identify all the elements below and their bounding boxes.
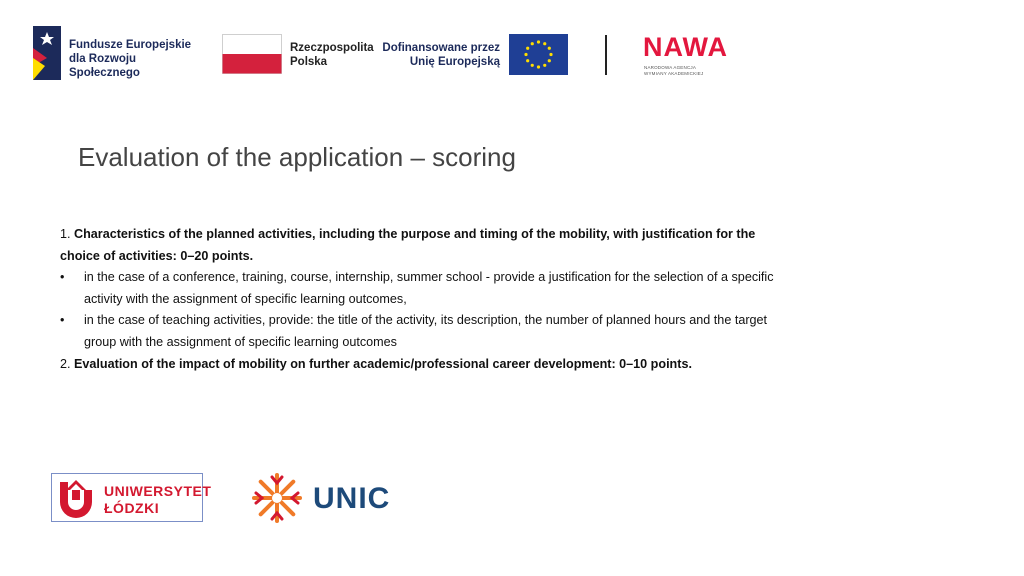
item-1-number: 1. [60, 227, 71, 241]
bullet-symbol: • [60, 270, 65, 285]
fe-logo [33, 26, 208, 80]
bullet-text: in the case of teaching activities, provide: the title of the activity, its description, the number of planned hours and the target group with the assignment of specific learning outcomes [84, 313, 768, 349]
nawa-logo [643, 32, 743, 78]
rp-line2: Polska [290, 56, 328, 68]
ul-logo [51, 473, 212, 522]
ul-line1: UNIWERSYTET [104, 483, 212, 499]
unic-star-icon [250, 471, 304, 525]
fe-line1: Fundusze Europejskie [69, 39, 192, 51]
nawa-wordmark: NAWA [643, 32, 728, 62]
footer-logos [0, 460, 1024, 540]
item-1-text: Characteristics of the planned activities, including the purpose and timing of the mobility, with justification for the choice of activities: 0–20 points. [60, 227, 756, 263]
list-item [60, 267, 780, 310]
fe-line2: dla Rozwoju Społecznego [69, 53, 140, 79]
ul-emblem-icon [54, 476, 98, 520]
fe-flag-icon [33, 26, 63, 80]
header-logos [0, 0, 1024, 100]
unic-wordmark: UNIC [313, 482, 391, 515]
list-item [60, 310, 780, 353]
item-2-number: 2. [60, 356, 71, 371]
eu-line1: Dofinansowane przez [382, 42, 500, 54]
eu-text [380, 41, 500, 69]
bullet-symbol: • [60, 313, 65, 328]
nawa-sub2: WYMIANY AKADEMICKIEJ [644, 71, 704, 76]
slide-content [60, 224, 780, 375]
item-2 [60, 354, 780, 376]
poland-flag-icon [222, 34, 282, 74]
eu-line2: Unię Europejską [409, 56, 500, 68]
page-title: Evaluation of the application – scoring [78, 142, 516, 172]
rp-logo [222, 34, 382, 76]
bullet-text: in the case of a conference, training, course, internship, summer school - provide a justification for the selection of a specific activity with the assignment of specific learning outcomes, [84, 270, 774, 306]
nawa-sub1: NARODOWA AGENCJA [644, 65, 697, 70]
eu-flag-icon [509, 34, 568, 75]
item-2-text: Evaluation of the impact of mobility on further academic/professional career development: 0–10 points. [74, 356, 692, 371]
logo-divider [605, 35, 607, 75]
item-1 [60, 224, 780, 267]
ul-line2: ŁÓDZKI [104, 500, 160, 516]
rp-line1: Rzeczpospolita [290, 42, 374, 54]
bullet-list [60, 267, 780, 353]
